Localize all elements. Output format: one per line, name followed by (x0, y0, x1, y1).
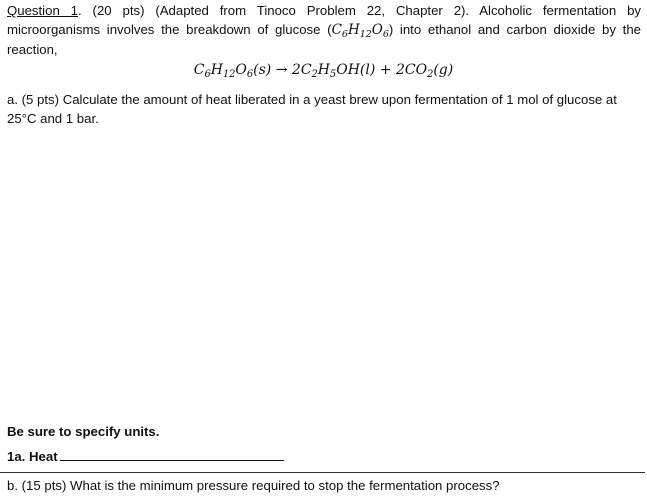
section-divider (0, 472, 645, 473)
answer-1a-label: 1a. Heat (7, 449, 58, 464)
equation-product-co2: $2CO_2(g)$ (395, 62, 454, 80)
answer-1a-line (7, 447, 641, 466)
equation-lhs: $C_6H_{12}O_6(s)$ (193, 62, 272, 80)
part-a-text: a. (5 pts) Calculate the amount of heat liberated in a yeast brew upon fermentation of 1 mol of glucose at 25°C and 1 bar. (7, 92, 617, 126)
part-b-text: b. (15 pts) What is the minimum pressure required to stop the fermentation process? (7, 478, 500, 493)
units-note: Be sure to specify units. (7, 424, 160, 439)
question-intro (7, 1, 641, 59)
equation-product-ethanol: $2C_2H_5OH(l)$ (291, 62, 376, 80)
glucose-formula-inline: $C_6H_{12}O_6$ (331, 22, 389, 40)
reaction-equation (0, 60, 647, 80)
answer-1a-blank[interactable] (60, 448, 284, 461)
question-label: Question 1 (7, 3, 78, 18)
question-intro-text: (20 pts) (Adapted from Tinoco Problem 22, Chapter 2). Alcoholic fermentation by microorganisms involves the breakdown of glucose ( (7, 3, 641, 37)
question-intro-end: ) into ethanol and carbon dioxide by the reaction, (7, 22, 641, 57)
question-label-suffix: . (78, 3, 82, 18)
equation-plus: + (375, 62, 396, 78)
equation-arrow: → (271, 62, 292, 78)
